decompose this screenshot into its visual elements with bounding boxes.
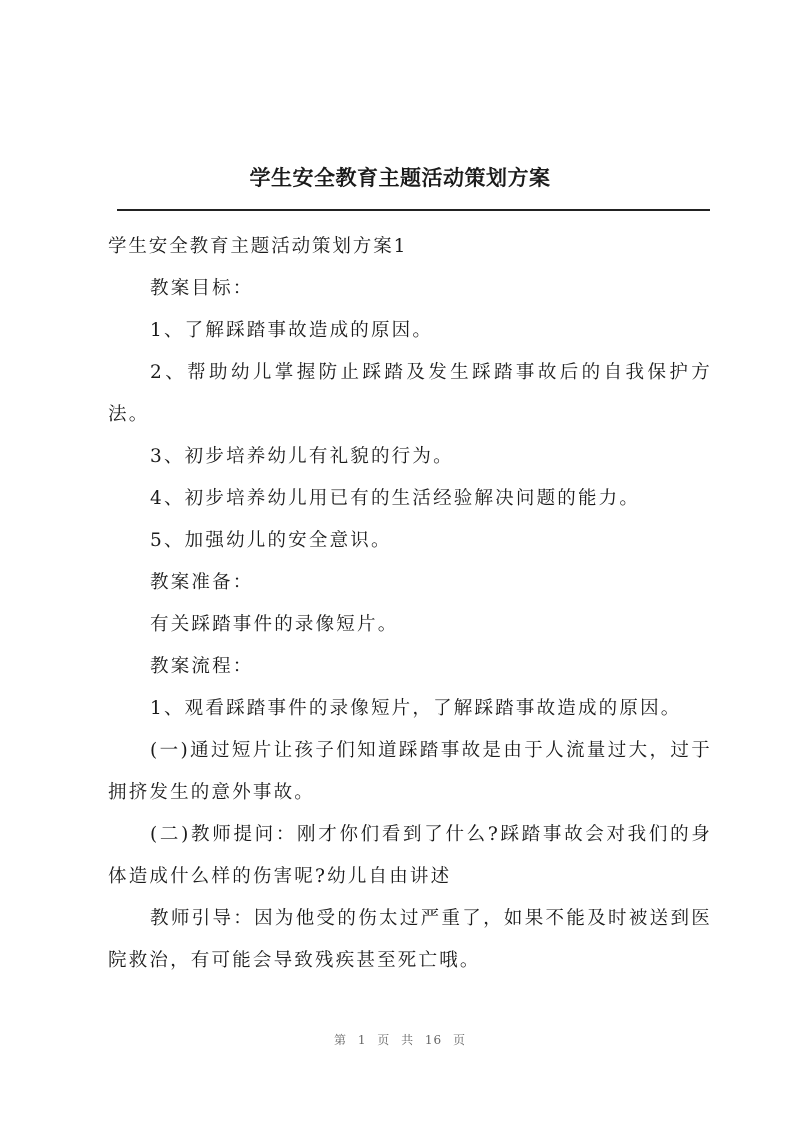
- page-footer: 第 1 页 共 16 页: [334, 1033, 466, 1047]
- paragraph: 教师引导：因为他受的伤太过严重了，如果不能及时被送到医院救治，有可能会导致残疾甚至死亡哦。: [108, 908, 712, 971]
- paragraph: 2、帮助幼儿掌握防止踩踏及发生踩踏事故后的自我保护方法。: [108, 362, 712, 425]
- title-divider: [117, 209, 710, 211]
- section-heading: 学生安全教育主题活动策划方案1: [108, 236, 408, 257]
- paragraph: 3、初步培养幼儿有礼貌的行为。: [150, 446, 454, 467]
- paragraph: 教案目标：: [150, 278, 254, 299]
- paragraph: (一)通过短片让孩子们知道踩踏事故是由于人流量过大，过于拥挤发生的意外事故。: [108, 740, 712, 803]
- paragraph: 1、了解踩踏事故造成的原因。: [150, 320, 434, 341]
- paragraph: 教案准备：: [150, 572, 254, 593]
- paragraph: 5、加强幼儿的安全意识。: [150, 530, 392, 551]
- paragraph: 4、初步培养幼儿用已有的生活经验解决问题的能力。: [150, 488, 641, 509]
- paragraph: 1、观看踩踏事件的录像短片，了解踩踏事故造成的原因。: [150, 698, 682, 719]
- paragraph: 有关踩踏事件的录像短片。: [150, 614, 399, 635]
- paragraph: 教案流程：: [150, 656, 254, 677]
- page-title: 学生安全教育主题活动策划方案: [249, 165, 551, 190]
- paragraph: (二)教师提问：刚才你们看到了什么?踩踏事故会对我们的身体造成什么样的伤害呢?幼儿自由讲述: [108, 824, 712, 887]
- document-body: [108, 226, 712, 982]
